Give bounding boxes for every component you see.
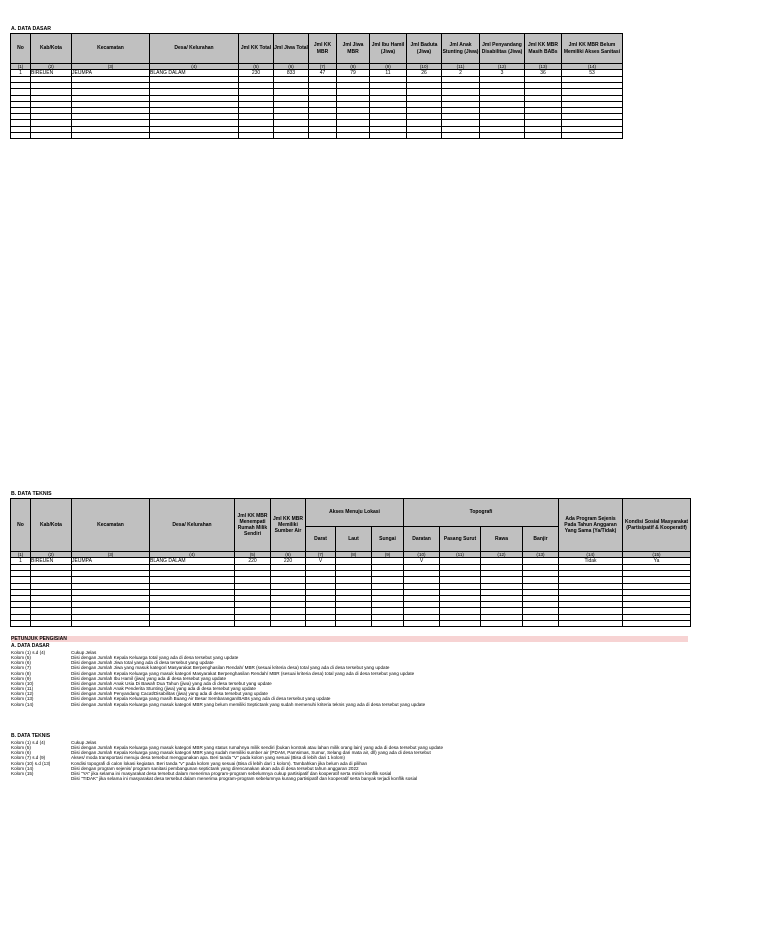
- table-row-empty: [11, 620, 691, 626]
- note-text: Diisi dengan Jumlah Jiwa yang masuk kategori Masyarakat Berpenghasilan Rendah/ MBR (sesuai kriteria desa) total yang ada di desa tersebut yang update: [71, 665, 390, 671]
- note-item: [11, 776, 443, 781]
- note-column: Kolom (14): [11, 765, 34, 771]
- petunjuk-a-title: A. DATA DASAR: [11, 643, 50, 649]
- table-cell: [523, 620, 559, 626]
- note-column: Kolom (6): [11, 750, 31, 756]
- column-number: (1): [11, 552, 31, 558]
- column-number: (14): [559, 552, 623, 558]
- table-cell: [72, 132, 150, 138]
- header-col-11: Jml Anak Stunting (Jiwa): [442, 34, 480, 64]
- table-cell: V: [306, 558, 336, 565]
- header-col-8: Jml Jiwa MBR: [337, 34, 370, 64]
- table-cell: [559, 620, 623, 626]
- column-number: (5): [239, 64, 274, 70]
- header-desa-kelurahan: Desa/ Kelurahan: [150, 499, 235, 552]
- table-cell: [309, 132, 337, 138]
- note-text: Diisi dengan Jumlah Anak Penderita Stunting (jiwa) yang ada di desa tersebut yang update: [71, 686, 256, 692]
- note-text: Diisi "YA" jika selama ini masyarakat desa tersebut dalam menerima program-program sebelumnya cukup partisipatif dan kooperatif serta minim konflik sosial: [71, 770, 392, 776]
- table-cell: [481, 558, 523, 565]
- note-text: Diisi dengan Jumlah Penyandang Cacat/Disabilitas (jiwa) yang ada di desa tersebut yang update: [71, 691, 268, 697]
- header-col-14: Jml KK MBR Belum Memiliki Akses Sanitasi: [562, 34, 623, 64]
- table-cell: 47: [309, 70, 337, 77]
- column-number: (13): [525, 64, 562, 70]
- table-cell: [11, 620, 31, 626]
- column-number: (9): [370, 64, 407, 70]
- table-cell: JEUMPA: [72, 558, 150, 565]
- note-column: [11, 776, 71, 781]
- note-text: Diisi "TIDAK" jika selama ini masyarakat desa tersebut dalam menerima program-program sebelumnya kurang partisipatif dan kooperatif serta banyak terjadi konflik sosial: [71, 776, 418, 782]
- column-number: (12): [480, 64, 525, 70]
- table-cell: [440, 558, 481, 565]
- note-column: Kolom (15): [11, 770, 34, 776]
- table-cell: [523, 558, 559, 565]
- note-column: Kolom (7): [11, 665, 31, 671]
- header-col-12: Jml Penyandang Disabilitas (Jiwa): [480, 34, 525, 64]
- note-text: Diisi dengan Jumlah Kepala Keluarga yang masuk kategori MBR yang sudah memiliki sumber air (PDAM, Pamsimas, Sumur, Selang dari mata air, dll) yang ada di desa tersebut: [71, 750, 431, 756]
- column-number: (4): [150, 552, 235, 558]
- table-cell: [337, 132, 370, 138]
- table-cell: 36: [525, 70, 562, 77]
- table-cell: 220: [235, 558, 271, 565]
- header-col-5: Jml KK Total: [239, 34, 274, 64]
- table-cell: [370, 132, 407, 138]
- header-topografi: Topografi: [404, 499, 559, 527]
- table-row: [11, 70, 623, 77]
- header-pasang-surut: Pasang Surut: [440, 527, 481, 552]
- header-col-13: Jml KK MBR Masih BABs: [525, 34, 562, 64]
- header-jml-kk-rumah: Jml KK MBR Menempati Rumah Milik Sendiri: [235, 499, 271, 552]
- header-col-2: Kab/Kota: [31, 34, 72, 64]
- table-cell: [306, 620, 336, 626]
- note-text: Diisi dengan program sejenis/ program sanitasi pembangunan septictank yang direncanakan akan ada di desa tersebut tahun anggaran 2022: [71, 765, 359, 771]
- table-cell: [481, 620, 523, 626]
- note-column: Kolom (10): [11, 680, 34, 686]
- table-cell: V: [404, 558, 440, 565]
- table-cell: [271, 620, 306, 626]
- table-cell: [239, 132, 274, 138]
- column-number: (15): [623, 552, 691, 558]
- header-col-9: Jml Ibu Hamil (Jiwa): [370, 34, 407, 64]
- table-cell: [336, 620, 372, 626]
- note-text: Diisi dengan Jumlah Kepala Keluarga yang masuk kategori Masyarakat Berpenghasilan Rendah/ MBR (sesuai kriteria desa) total yang ada di desa tersebut yang update: [71, 670, 415, 676]
- column-number: (2): [31, 552, 72, 558]
- column-number: (12): [481, 552, 523, 558]
- table-cell: [407, 132, 442, 138]
- header-no: No: [11, 499, 31, 552]
- column-number: (8): [336, 552, 372, 558]
- header-daratan: Daratan: [404, 527, 440, 552]
- note-text: Cukup Jelas: [71, 650, 97, 655]
- note-column: Kolom (12): [11, 691, 34, 697]
- table-cell: BIREUEN: [31, 558, 72, 565]
- column-number: (2): [31, 64, 72, 70]
- header-banjir: Banjir: [523, 527, 559, 552]
- note-text: Diisi dengan Jumlah Kepala Keluarga yang masuk kategori MBR yang status rumahnya milik sendiri (bukan kontrak atau lahan milik orang lain) yang ada di desa tersebut yang update: [71, 745, 444, 751]
- header-kecamatan: Kecamatan: [72, 499, 150, 552]
- header-sungai: Sungai: [372, 527, 404, 552]
- note-item: [11, 702, 425, 707]
- table-cell: [150, 620, 235, 626]
- table-cell: 26: [407, 70, 442, 77]
- note-text: Diisi dengan Jumlah Kepala Keluarga total yang ada di desa tersebut yang update: [71, 655, 239, 661]
- table-cell: 3: [480, 70, 525, 77]
- section-title-data-teknis: B. DATA TEKNIS: [11, 491, 52, 497]
- table-cell: 833: [274, 70, 309, 77]
- note-text: Cukup Jelas: [71, 740, 97, 745]
- data-dasar-table: [10, 33, 623, 139]
- table-cell: Tidak: [559, 558, 623, 565]
- header-col-1: No: [11, 34, 31, 64]
- column-number: (7): [306, 552, 336, 558]
- note-column: Kolom (9): [11, 675, 31, 681]
- note-column: Kolom (8): [11, 670, 31, 676]
- column-number: (5): [235, 552, 271, 558]
- table-cell: [150, 132, 239, 138]
- table-cell: JEUMPA: [72, 70, 150, 77]
- note-text: Diisi dengan Jumlah Jiwa total yang ada di desa tersebut yang update: [71, 660, 214, 666]
- table-cell: 79: [337, 70, 370, 77]
- column-number: (6): [271, 552, 306, 558]
- header-program-sejenis: Ada Program Sejenis Pada Tahun Anggaran Yang Sama (Ya/Tidak): [559, 499, 623, 552]
- note-column: Kolom (14): [11, 701, 34, 707]
- note-column: Kolom (11): [11, 686, 34, 692]
- table-cell: [336, 558, 372, 565]
- note-column: Kolom (1) s.d (4): [11, 650, 46, 655]
- table-cell: [72, 620, 150, 626]
- table-cell: BIREUEN: [31, 70, 72, 77]
- table-cell: 11: [370, 70, 407, 77]
- note-column: Kolom (10) s.d (13): [11, 760, 51, 766]
- header-col-6: Jml Jiwa Total: [274, 34, 309, 64]
- header-kondisi-sosial: Kondisi Sosial Masyarakat (Partisipatif & Kooperatif): [623, 499, 691, 552]
- header-col-3: Kecamatan: [72, 34, 150, 64]
- table-cell: [274, 132, 309, 138]
- note-text: Diisi dengan Jumlah Kepala Keluarga yang masuk kategori MBR yang belum memiliki Septictank yang sudah memenuhi kriteria teknis yang ada di desa tersebut yang update: [71, 701, 426, 707]
- table-cell: [442, 132, 480, 138]
- note-column: Kolom (1) s.d (4): [11, 740, 46, 745]
- table-cell: 53: [562, 70, 623, 77]
- column-number: (10): [407, 64, 442, 70]
- column-number: (7): [309, 64, 337, 70]
- table-cell: [562, 132, 623, 138]
- header-darat: Darat: [306, 527, 336, 552]
- data-teknis-table: [10, 498, 691, 627]
- header-col-10: Jml Baduta (Jiwa): [407, 34, 442, 64]
- table-cell: [11, 132, 31, 138]
- table-cell: [235, 620, 271, 626]
- note-column: Kolom (7) s.d (9): [11, 755, 46, 761]
- table-cell: [31, 620, 72, 626]
- petunjuk-b-title: B. DATA TEKNIS: [11, 733, 51, 739]
- column-number: (11): [442, 64, 480, 70]
- section-title-data-dasar: A. DATA DASAR: [11, 26, 51, 32]
- note-column: Kolom (13): [11, 696, 34, 702]
- table-cell: [404, 620, 440, 626]
- table-cell: 1: [11, 558, 31, 565]
- petunjuk-a-list: [11, 650, 425, 707]
- table-cell: 220: [271, 558, 306, 565]
- table-cell: BLANG DALAM: [150, 558, 235, 565]
- table-cell: [440, 620, 481, 626]
- table-cell: [372, 620, 404, 626]
- header-col-4: Desa/ Kelurahan: [150, 34, 239, 64]
- column-number: (8): [337, 64, 370, 70]
- column-number: (3): [72, 552, 150, 558]
- table-cell: [480, 132, 525, 138]
- column-number: (10): [404, 552, 440, 558]
- table-cell: [31, 132, 72, 138]
- column-number: (11): [440, 552, 481, 558]
- column-number: (4): [150, 64, 239, 70]
- table-cell: 1: [11, 70, 31, 77]
- header-rawa: Rawa: [481, 527, 523, 552]
- note-column: Kolom (6): [11, 660, 31, 666]
- table-cell: [525, 132, 562, 138]
- column-number: (13): [523, 552, 559, 558]
- note-column: Kolom (5): [11, 745, 31, 751]
- note-text: Akses/ moda transportasi menuju desa tersebut menggunakan apa. Beri tanda "V" pada kolom yang sesuai (Bisa di lebih dari 1 kolom): [71, 755, 345, 761]
- header-col-7: Jml KK MBR: [309, 34, 337, 64]
- column-number: (14): [562, 64, 623, 70]
- table-cell: [372, 558, 404, 565]
- header-kab-kota: Kab/Kota: [31, 499, 72, 552]
- header-akses-lokasi: Akses Menuju Lokasi: [306, 499, 404, 527]
- table-row: [11, 558, 691, 565]
- table-cell: 2: [442, 70, 480, 77]
- note-text: Diisi dengan Jumlah Anak Usia Di Bawah Dua Tahun (jiwa) yang ada di desa tersebut yang update: [71, 680, 272, 686]
- column-number: (6): [274, 64, 309, 70]
- note-text: Diisi dengan Jumlah Kepala Keluarga yang masih Buang Air Besar Sembarangan/BABs yang ada di desa tersebut yang update: [71, 696, 331, 702]
- header-laut: Laut: [336, 527, 372, 552]
- table-cell: [623, 620, 691, 626]
- table-cell: BLANG DALAM: [150, 70, 239, 77]
- petunjuk-b-list: [11, 740, 443, 781]
- table-cell: Ya: [623, 558, 691, 565]
- petunjuk-pengisian-title: PETUNJUK PENGISIAN: [11, 636, 688, 642]
- table-cell: 230: [239, 70, 274, 77]
- table-row-empty: [11, 132, 623, 138]
- column-number: (3): [72, 64, 150, 70]
- note-column: Kolom (5): [11, 655, 31, 661]
- column-number: (1): [11, 64, 31, 70]
- note-text: Kondisi topografi di calon lokasi kegiatan. Beri tanda "v" pada kolom yang sesuai (Bisa di lebih dari 1 kolom). Tambahkan jika belum ada di pilihan: [71, 760, 368, 766]
- note-text: Diisi dengan Jumlah Ibu Hamil (jiwa) yang ada di desa tersebut yang update: [71, 675, 227, 681]
- column-number: (9): [372, 552, 404, 558]
- header-jml-kk-air: Jml KK MBR Memiliki Sumber Air: [271, 499, 306, 552]
